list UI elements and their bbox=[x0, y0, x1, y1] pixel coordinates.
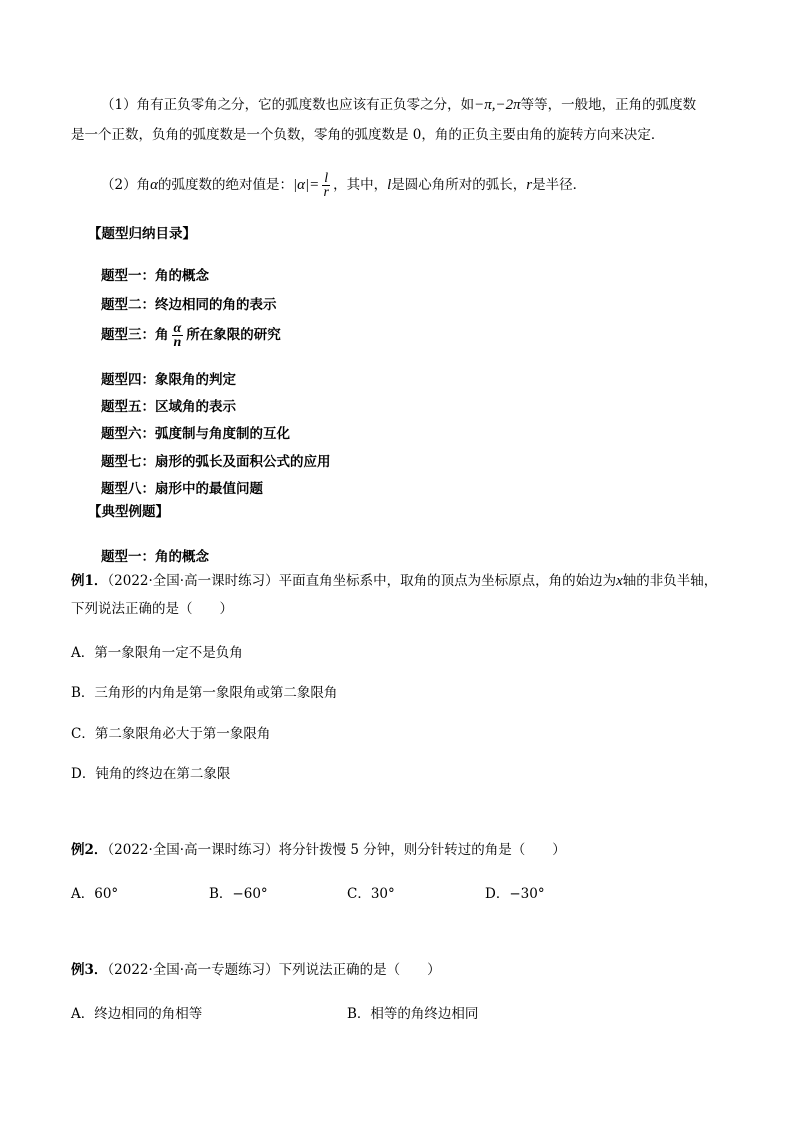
section-heading-1: 题型一：角的概念 bbox=[101, 549, 209, 565]
example-1-line-2: 下列说法正确的是（ ） bbox=[71, 601, 233, 617]
toc-item-8: 题型八：扇形中的最值问题 bbox=[101, 481, 263, 497]
example-1-option-b: B．三角形的内角是第一象限角或第二象限角 bbox=[71, 685, 338, 701]
toc-heading: 【题型归纳目录】 bbox=[88, 226, 196, 242]
toc-item-5: 题型五：区域角的表示 bbox=[101, 399, 236, 415]
example-1-option-a: A．第一象限角一定不是负角 bbox=[71, 645, 243, 661]
toc-item-1: 题型一：角的概念 bbox=[101, 268, 209, 284]
example-3-option-a: A．终边相同的角相等 bbox=[71, 1006, 203, 1022]
toc-item-4: 题型四：象限角的判定 bbox=[101, 372, 236, 388]
example-2-option-d: D．−30° bbox=[485, 886, 545, 902]
example-2-option-a: A．60° bbox=[71, 886, 119, 902]
example-1-option-d: D．钝角的终边在第二象限 bbox=[71, 766, 231, 782]
toc-item-2: 题型二：终边相同的角的表示 bbox=[101, 297, 277, 313]
note-1-line-2: 是一个正数，负角的弧度数是一个负数，零角的弧度数是 0，角的正负主要由角的旋转方向来决定． bbox=[71, 127, 665, 143]
example-2-option-b: B．−60° bbox=[209, 886, 268, 902]
note-2: （2）角α的弧度数的绝对值是：|α|= $\frac{l}{r}$ ，其中，l是圆心角所对的弧长，r是半径． bbox=[101, 171, 587, 200]
toc-item-3: 题型三：角 $\frac{\alpha}{n}$ 所在象限的研究 bbox=[101, 321, 281, 350]
toc-item-7: 题型七：扇形的弧长及面积公式的应用 bbox=[101, 454, 331, 470]
example-2-option-c: C．30° bbox=[347, 886, 395, 902]
math-inline: −π,−2π bbox=[474, 97, 521, 113]
fraction-alpha-over-n: $\frac{\alpha}{n}$ bbox=[173, 321, 182, 350]
example-1-label: 例1． bbox=[71, 573, 108, 589]
example-2-label: 例2． bbox=[71, 842, 108, 858]
fraction-l-over-r: $\frac{l}{r}$ bbox=[323, 171, 329, 200]
abs-alpha: |α|= bbox=[292, 177, 320, 193]
toc-item-6: 题型六：弧度制与角度制的互化 bbox=[101, 426, 290, 442]
examples-heading: 【典型例题】 bbox=[88, 504, 169, 520]
example-1-line-1: 例1．（2022·全国·高一课时练习）平面直角坐标系中，取角的顶点为坐标原点，角的始边为x轴的非负半轴， bbox=[71, 573, 718, 589]
note-1-line-1: （1）角有正负零角之分，它的弧度数也应该有正负零之分，如−π,−2π等等，一般地，正角的弧度数 bbox=[101, 97, 697, 113]
example-3-label: 例3． bbox=[71, 962, 108, 978]
example-2-question: 例2．（2022·全国·高一课时练习）将分针拨慢 5 分钟，则分针转过的角是（ ） bbox=[71, 842, 566, 858]
example-3-option-b: B．相等的角终边相同 bbox=[347, 1006, 479, 1022]
example-1-option-c: C．第二象限角必大于第一象限角 bbox=[71, 726, 271, 742]
example-3-question: 例3．（2022·全国·高一专题练习）下列说法正确的是（ ） bbox=[71, 962, 441, 978]
